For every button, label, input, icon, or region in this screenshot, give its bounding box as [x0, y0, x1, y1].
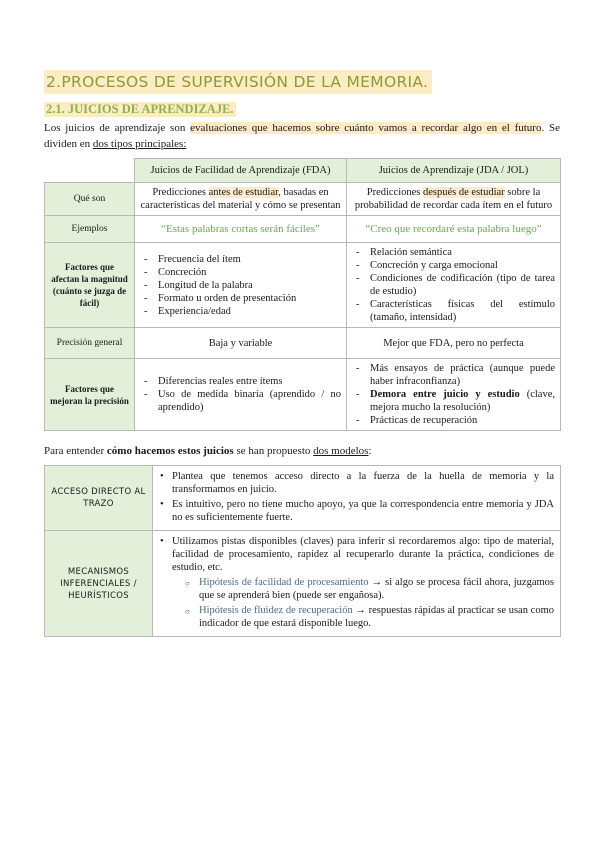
list-factores-jda	[352, 246, 555, 324]
header-jda: Juicios de Aprendizaje (JDA / JOL)	[347, 159, 561, 183]
list-item	[185, 604, 554, 630]
text: , basadas en características del material y cómo se presentan	[140, 187, 341, 211]
model-label-acceso: ACCESO DIRECTO AL TRAZO	[45, 466, 153, 531]
cell-precision-jda: Mejor que FDA, pero no perfecta	[347, 328, 561, 359]
list-item: - Experiencia/edad	[142, 305, 341, 318]
list-item	[354, 388, 555, 414]
row-label-precision: Precisión general	[45, 328, 135, 359]
table-row	[45, 328, 561, 359]
row-label-que-son: Qué son	[45, 183, 135, 216]
highlight: después de estudiar	[423, 187, 505, 198]
text: Para entender	[44, 445, 107, 457]
cell-ejemplos-jda: “Creo que recordaré esta palabra luego”	[347, 216, 561, 243]
text: se han propuesto	[233, 445, 314, 457]
cell-mejoran-jda	[347, 359, 561, 431]
list-item: - Uso de medida binaria (aprendido / no aprendido)	[142, 388, 341, 414]
text: :	[368, 445, 372, 457]
text: Utilizamos pistas disponibles (claves) para inferir si recordaremos algo: tipo de material, facilidad de procesamiento, rapidez al recuperarlo durante la práctica, condiciones de estudio, etc.	[172, 536, 554, 573]
sublist-hipotesis	[172, 576, 554, 630]
models-table	[44, 465, 561, 637]
list-item: - Condiciones de codificación (tipo de tarea de estudio)	[354, 272, 555, 298]
intro-underlined: dos tipos principales:	[92, 138, 187, 150]
underlined-text: dos modelos	[313, 445, 369, 457]
list-acceso	[159, 470, 554, 524]
list-mejoran-fda	[140, 375, 341, 414]
model-cell-mecanismos	[153, 531, 561, 637]
cell-factores-jda	[347, 243, 561, 328]
list-item: - Características físicas del estímulo (tamaño, intensidad)	[354, 298, 555, 324]
highlight: antes de estudiar	[208, 187, 279, 198]
header-fda: Juicios de Facilidad de Aprendizaje (FDA)	[135, 159, 347, 183]
text: → si algo se procesa fácil ahora, juzgamos que se aprenderá bien (puede ser engañosa).	[199, 577, 554, 601]
intro-paragraph	[44, 120, 560, 152]
list-mejoran-jda	[352, 362, 555, 427]
table-row	[45, 183, 561, 216]
models-intro	[44, 443, 560, 459]
intro-highlight: evaluaciones que hacemos sobre cuánto vamos a recordar algo en el futuro	[190, 122, 542, 134]
list-item: • Es intuitivo, pero no tiene mucho apoyo, ya que la correspondencia entre memoria y JDA no es suficientemente fuerte.	[159, 498, 554, 524]
row-label-mejoran: Factores que mejoran la precisión	[45, 359, 135, 431]
text: → respuestas rápidas al practicar se usan como indicador de que estará disponible luego.	[199, 605, 554, 629]
list-factores-fda	[140, 253, 341, 318]
list-item	[159, 535, 554, 630]
model-cell-acceso	[153, 466, 561, 531]
list-item: - Concreción	[142, 266, 341, 279]
list-item: - Prácticas de recuperación	[354, 414, 555, 427]
list-item: • Plantea que tenemos acceso directo a la fuerza de la huella de memoria y la transformamos en juicio.	[159, 470, 554, 496]
cell-mejoran-fda	[135, 359, 347, 431]
list-mecanismos	[159, 535, 554, 630]
judgments-table	[44, 158, 561, 431]
list-item	[185, 576, 554, 602]
table-row	[45, 216, 561, 243]
list-item: - Concreción y carga emocional	[354, 259, 555, 272]
bold-text: Demora entre juicio y estudio	[370, 389, 520, 400]
section-title: 2.PROCESOS DE SUPERVISIÓN DE LA MEMORIA.	[44, 70, 432, 94]
list-item: - Diferencias reales entre ítems	[142, 375, 341, 388]
intro-text-2: . Se dividen en	[44, 122, 561, 150]
table-corner	[45, 159, 135, 183]
hypothesis-title: Hipótesis de fluidez de recuperación	[199, 605, 353, 616]
table-row	[45, 359, 561, 431]
text: Predicciones	[366, 187, 424, 198]
row-label-factores: Factores que afectan la magnitud (cuánto se juzga de fácil)	[45, 243, 135, 328]
bold-text: cómo hacemos estos juicios	[106, 445, 234, 457]
subsection-title: 2.1. JUICIOS DE APRENDIZAJE.	[46, 102, 234, 116]
model-label-mecanismos: MECANISMOS INFERENCIALES / HEURÍSTICOS	[45, 531, 153, 637]
cell-factores-fda	[135, 243, 347, 328]
cell-que-son-fda	[135, 183, 347, 216]
list-item: - Más ensayos de práctica (aunque puede haber infraconfianza)	[354, 362, 555, 388]
cell-ejemplos-fda: “Estas palabras cortas serán fáciles”	[135, 216, 347, 243]
page	[44, 70, 560, 637]
table-header-row	[45, 159, 561, 183]
row-label-ejemplos: Ejemplos	[45, 216, 135, 243]
text: (clave, mejora mucho la resolución)	[370, 389, 555, 413]
cell-que-son-jda	[347, 183, 561, 216]
list-item: - Relación semántica	[354, 246, 555, 259]
hypothesis-title: Hipótesis de facilidad de procesamiento	[199, 577, 369, 588]
list-item: - Longitud de la palabra	[142, 279, 341, 292]
cell-precision-fda: Baja y variable	[135, 328, 347, 359]
table-row	[45, 466, 561, 531]
intro-text-1: Los juicios de aprendizaje son	[44, 122, 191, 134]
table-row	[45, 531, 561, 637]
text: Predicciones	[152, 187, 209, 198]
table-row	[45, 243, 561, 328]
text: sobre la probabilidad de recordar cada ítem en el futuro	[354, 187, 553, 211]
list-item: - Frecuencia del ítem	[142, 253, 341, 266]
list-item: - Formato u orden de presentación	[142, 292, 341, 305]
